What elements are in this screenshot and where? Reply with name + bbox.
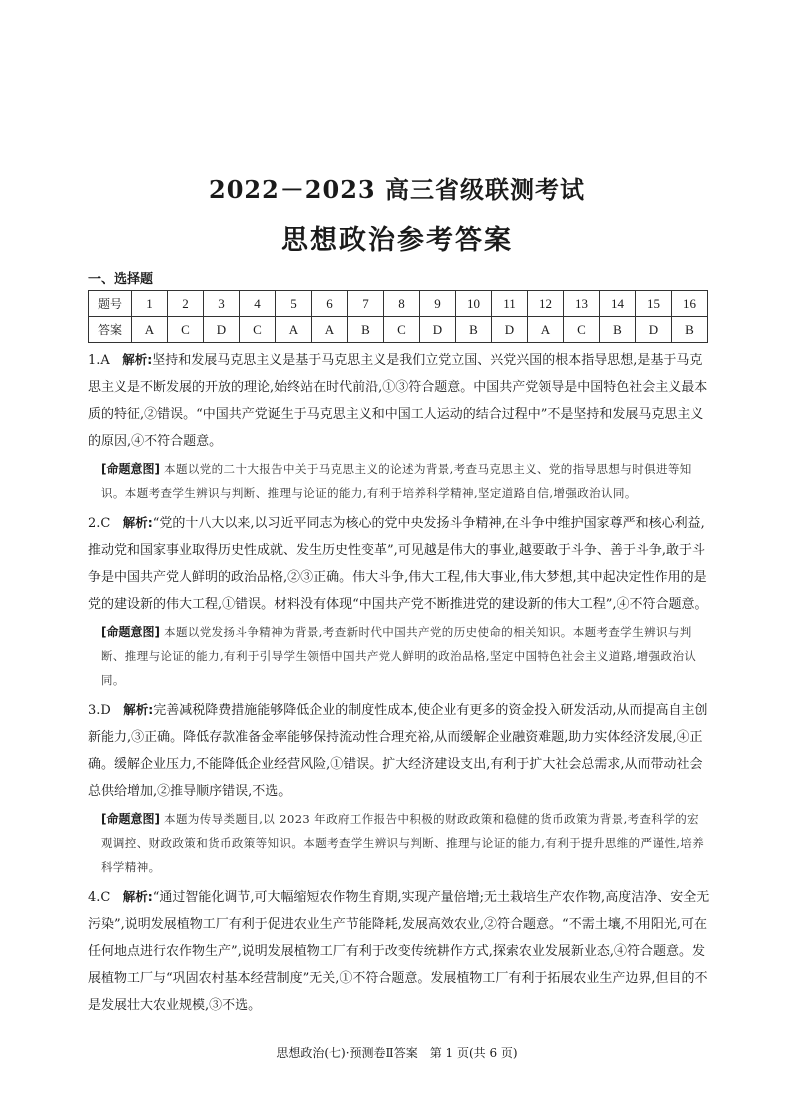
table-head-number: 题号 [89, 291, 132, 317]
table-cell: B [672, 317, 708, 343]
table-head-answer: 答案 [89, 317, 132, 343]
table-cell: C [240, 317, 276, 343]
analysis-text: “党的十八大以来,以习近平同志为核心的党中央发扬斗争精神,在斗争中维护国家尊严和核心利益,推动党和国家事业取得历史性成就、发生历史性变革”,可见越是伟大的事业,越要敢于斗争、善于斗争,敢于斗争是中国共产党人鲜明的政治品格,②③正确。伟大斗争,伟大工程,伟大事业,伟大梦想,其中起决定性作用的是党的建设新的伟大工程,①错误。材料没有体现“中国共产党不断推进党的建设新的伟大工程”,④不符合题意。 [88, 516, 708, 612]
table-cell: 11 [492, 291, 528, 317]
table-cell: 7 [348, 291, 384, 317]
intent-block [88, 807, 710, 879]
intent-block [88, 457, 710, 505]
exam-title: 2022－2023 高三省级联测考试 [209, 175, 585, 204]
subject-title: 思想政治参考答案 [281, 225, 513, 256]
intent-text: 本题以党的二十大报告中关于马克思主义的论述为背景,考查马克思主义、党的指导思想与时俱进等知识。本题考查学生辨识与判断、推理与论证的能力,有利于培养科学精神,坚定道路自信,增强政治认同。 [101, 462, 692, 500]
table-cell: 14 [600, 291, 636, 317]
intent-block [88, 620, 710, 692]
analysis-label: 解析: [122, 515, 153, 530]
answer-table [88, 290, 708, 343]
table-cell: C [384, 317, 420, 343]
analysis-text: “通过智能化调节,可大幅缩短农作物生育期,实现产量倍增;无土栽培生产农作物,高度洁净、安全无污染”,说明发展植物工厂有利于促进农业生产节能降耗,发展高效农业,②符合题意。“不需土壤,不用阳光,可在任何地点进行农作物生产”,说明发展植物工厂有利于改变传统耕作方式,探索农业发展新业态,④符合题意。发展植物工厂与“巩固农村基本经营制度”无关,①不符合题意。发展植物工厂有利于拓展农业生产边界,但目的不是发展壮大农业规模,③不选。 [88, 890, 710, 1013]
table-cell: 1 [132, 291, 168, 317]
explanation-item [88, 346, 710, 505]
intent-tag: [命题意图] [101, 462, 160, 476]
table-cell: 9 [420, 291, 456, 317]
table-cell: D [636, 317, 672, 343]
table-row-answers [89, 317, 708, 343]
explanation-item [88, 509, 710, 692]
intent-tag: [命题意图] [101, 625, 160, 639]
item-number: 4.C [88, 890, 111, 905]
analysis-label: 解析: [123, 702, 154, 717]
table-cell: B [348, 317, 384, 343]
table-cell: D [492, 317, 528, 343]
item-number: 3.D [88, 703, 111, 718]
table-cell: A [276, 317, 312, 343]
table-cell: A [132, 317, 168, 343]
table-cell: 12 [528, 291, 564, 317]
intent-text: 本题为传导类题目,以 2023 年政府工作报告中积极的财政政策和稳健的货币政策为背景,考查科学的宏观调控、财政政策和货币政策等知识。本题考查学生辨识与判断、推理与论证的能力,有利于提升思维的严谨性,培养科学精神。 [101, 812, 705, 874]
explanation-item [88, 696, 710, 879]
table-cell: 15 [636, 291, 672, 317]
table-cell: A [312, 317, 348, 343]
analysis-text: 坚持和发展马克思主义是基于马克思主义是我们立党立国、兴党兴国的根本指导思想,是基于马克思主义是不断发展的开放的理论,始终站在时代前沿,①③符合题意。中国共产党领导是中国特色社会主义最本质的特征,②错误。“中国共产党诞生于马克思主义和中国工人运动的结合过程中”不是坚持和发展马克思主义的原因,④不符合题意。 [88, 353, 708, 449]
intent-text: 本题以党发扬斗争精神为背景,考查新时代中国共产党的历史使命的相关知识。本题考查学生辨识与判断、推理与论证的能力,有利于引导学生领悟中国共产党人鲜明的政治品格,坚定中国特色社会主义道路,增强政治认同。 [101, 625, 697, 687]
analysis-label: 解析: [122, 352, 153, 367]
table-cell: 3 [204, 291, 240, 317]
table-cell: D [204, 317, 240, 343]
table-cell: 2 [168, 291, 204, 317]
table-cell: 5 [276, 291, 312, 317]
table-cell: 10 [456, 291, 492, 317]
analysis-label: 解析: [122, 889, 153, 904]
item-number: 2.C [88, 516, 111, 531]
table-cell: 4 [240, 291, 276, 317]
table-cell: 6 [312, 291, 348, 317]
item-number: 1.A [88, 353, 110, 368]
page-footer: 思想政治(七)·预测卷Ⅱ答案 第 1 页(共 6 页) [276, 1046, 518, 1060]
explanation-item [88, 883, 710, 1019]
table-cell: C [564, 317, 600, 343]
table-cell: D [420, 317, 456, 343]
table-row-numbers [89, 291, 708, 317]
table-cell: 16 [672, 291, 708, 317]
table-cell: B [600, 317, 636, 343]
table-cell: B [456, 317, 492, 343]
analysis-text: 完善减税降费措施能够降低企业的制度性成本,使企业有更多的资金投入研发活动,从而提高自主创新能力,③正确。降低存款准备金率能够保持流动性合理充裕,从而缓解企业融资难题,助力实体经济发展,④正确。缓解企业压力,不能降低企业经营风险,①错误。扩大经济建设支出,有利于扩大社会总需求,从而带动社会总供给增加,②推导顺序错误,不选。 [88, 703, 708, 799]
table-cell: 8 [384, 291, 420, 317]
intent-tag: [命题意图] [101, 812, 160, 826]
table-cell: C [168, 317, 204, 343]
table-cell: A [528, 317, 564, 343]
section-label: 一、选择题 [88, 272, 154, 287]
table-cell: 13 [564, 291, 600, 317]
explanations [88, 346, 710, 1019]
